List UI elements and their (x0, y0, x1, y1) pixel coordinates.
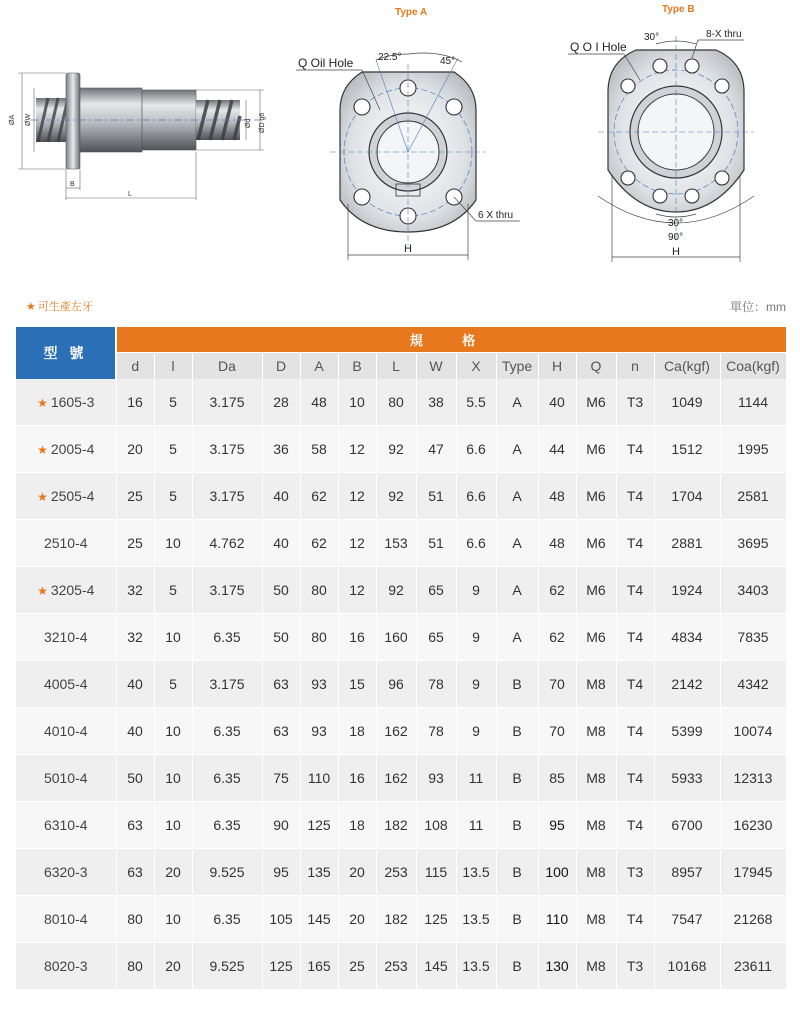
spec-cell: 16 (338, 614, 376, 661)
spec-cell: M8 (576, 896, 616, 943)
model-number: 5010-4 (43, 770, 88, 786)
type-b-h: H (672, 246, 680, 258)
spec-cell: 78 (416, 661, 456, 708)
spec-cell: 5399 (654, 708, 720, 755)
spec-cell: 1144 (720, 379, 786, 426)
spec-cell: 6.35 (192, 896, 262, 943)
model-cell (16, 708, 116, 755)
spec-cell: 182 (376, 802, 416, 849)
table-row (16, 755, 786, 802)
col-header: d (116, 353, 154, 380)
type-b-angle-bottom: 30° (668, 218, 684, 229)
model-number: 2505-4 (50, 488, 95, 504)
spec-cell: 13.5 (456, 943, 496, 990)
star-icon: ★ (26, 301, 36, 313)
spec-cell: M8 (576, 802, 616, 849)
model-number: 3210-4 (43, 629, 88, 645)
col-header: D (262, 353, 300, 380)
spec-cell: 92 (376, 473, 416, 520)
spec-cell: 48 (300, 379, 338, 426)
spec-cell: 130 (538, 943, 576, 990)
spec-cell: 16 (116, 379, 154, 426)
dim-d-small: Ød (245, 118, 252, 128)
spec-cell: 10 (338, 379, 376, 426)
col-header: W (416, 353, 456, 380)
spec-cell: M6 (576, 520, 616, 567)
spec-cell: 10 (154, 802, 192, 849)
spec-cell: 6.35 (192, 708, 262, 755)
spec-cell: 16230 (720, 802, 786, 849)
spec-cell: 80 (300, 567, 338, 614)
spec-cell: 3.175 (192, 661, 262, 708)
model-number: 2005-4 (50, 441, 95, 457)
spec-cell: T4 (616, 896, 654, 943)
spec-cell: 3403 (720, 567, 786, 614)
spec-cell: 1995 (720, 426, 786, 473)
star-icon: ★ (37, 584, 48, 598)
spec-cell: 105 (262, 896, 300, 943)
spec-cell: 36 (262, 426, 300, 473)
spec-cell: 93 (300, 661, 338, 708)
spec-cell: 62 (538, 614, 576, 661)
table-row (16, 379, 786, 426)
spec-table-body (16, 379, 786, 990)
star-icon: ★ (37, 443, 48, 457)
spec-cell: 12 (338, 567, 376, 614)
spec-cell: 3.175 (192, 567, 262, 614)
spec-cell: 58 (300, 426, 338, 473)
spec-cell: 6.35 (192, 614, 262, 661)
type-b-label: Type B (662, 4, 695, 15)
spec-cell: 40 (538, 379, 576, 426)
spec-cell: 10 (154, 896, 192, 943)
spec-cell: 6.35 (192, 755, 262, 802)
spec-cell: M6 (576, 379, 616, 426)
spec-cell: 65 (416, 614, 456, 661)
col-header: Da (192, 353, 262, 380)
spec-cell: 9.525 (192, 849, 262, 896)
model-number: 4010-4 (43, 723, 88, 739)
table-row (16, 849, 786, 896)
table-row (16, 708, 786, 755)
spec-cell: 92 (376, 567, 416, 614)
spec-cell: 4.762 (192, 520, 262, 567)
spec-cell: 1049 (654, 379, 720, 426)
type-b-angle-top: 30° (644, 32, 660, 43)
spec-cell: 5933 (654, 755, 720, 802)
dim-w: ØW (25, 113, 32, 126)
spec-cell: A (496, 379, 538, 426)
table-row (16, 473, 786, 520)
spec-cell: B (496, 755, 538, 802)
column-header-row (16, 353, 786, 380)
spec-cell: 162 (376, 755, 416, 802)
type-a-drawing (296, 52, 520, 260)
model-number: 1605-3 (50, 394, 95, 410)
type-b-oil-hole: Q O I Hole (570, 40, 627, 54)
spec-cell: T3 (616, 379, 654, 426)
type-a-angle-45: 45° (440, 56, 456, 67)
model-cell (16, 473, 116, 520)
spec-cell: 100 (538, 849, 576, 896)
spec-cell: 13.5 (456, 896, 496, 943)
table-row (16, 661, 786, 708)
spec-cell: 40 (262, 473, 300, 520)
spec-cell: 110 (538, 896, 576, 943)
spec-cell: 48 (538, 520, 576, 567)
spec-cell: 85 (538, 755, 576, 802)
spec-cell: 2142 (654, 661, 720, 708)
spec-cell: 125 (262, 943, 300, 990)
table-row (16, 896, 786, 943)
spec-cell: 10 (154, 520, 192, 567)
type-a-thru: 6 X thru (478, 210, 514, 221)
spec-cell: M8 (576, 943, 616, 990)
type-a-h: H (404, 243, 412, 255)
type-a-oil-hole: Q Oil Hole (298, 56, 354, 70)
col-header: L (376, 353, 416, 380)
table-row (16, 943, 786, 990)
model-number: 6320-3 (43, 864, 88, 880)
spec-cell: A (496, 567, 538, 614)
spec-cell: 7547 (654, 896, 720, 943)
spec-cell: 10168 (654, 943, 720, 990)
spec-cell: 5 (154, 661, 192, 708)
spec-cell: 160 (376, 614, 416, 661)
spec-cell: 25 (338, 943, 376, 990)
spec-cell: 95 (538, 802, 576, 849)
model-cell (16, 755, 116, 802)
spec-cell: 40 (262, 520, 300, 567)
spec-cell: 2581 (720, 473, 786, 520)
spec-cell: 1512 (654, 426, 720, 473)
spec-cell: 8957 (654, 849, 720, 896)
model-cell (16, 520, 116, 567)
spec-cell: 25 (116, 520, 154, 567)
spec-cell: 6.6 (456, 473, 496, 520)
spec-cell: 95 (262, 849, 300, 896)
spec-cell: 63 (262, 708, 300, 755)
spec-cell: 153 (376, 520, 416, 567)
spec-cell: 75 (262, 755, 300, 802)
spec-cell: 16 (338, 755, 376, 802)
spec-cell: 6.6 (456, 426, 496, 473)
model-cell (16, 379, 116, 426)
spec-cell: M6 (576, 567, 616, 614)
spec-cell: 62 (300, 520, 338, 567)
spec-cell: 62 (538, 567, 576, 614)
spec-cell: 18 (338, 802, 376, 849)
spec-cell: 20 (154, 943, 192, 990)
col-header: Type (496, 353, 538, 380)
dim-b: B (70, 181, 75, 188)
spec-cell: 6.35 (192, 802, 262, 849)
spec-cell: 108 (416, 802, 456, 849)
side-view-drawing (9, 73, 266, 200)
spec-cell: 2881 (654, 520, 720, 567)
spec-cell: 62 (300, 473, 338, 520)
spec-cell: 6.6 (456, 520, 496, 567)
spec-cell: 63 (262, 661, 300, 708)
spec-cell: T4 (616, 755, 654, 802)
spec-cell: 18 (338, 708, 376, 755)
col-header: l (154, 353, 192, 380)
spec-cell: B (496, 708, 538, 755)
dim-l: L (128, 191, 132, 198)
spec-cell: 17945 (720, 849, 786, 896)
col-header: A (300, 353, 338, 380)
spec-cell: 253 (376, 849, 416, 896)
type-b-angle-90: 90° (668, 232, 684, 243)
model-number: 3205-4 (50, 582, 95, 598)
spec-cell: M8 (576, 708, 616, 755)
spec-cell: 23611 (720, 943, 786, 990)
spec-cell: 40 (116, 661, 154, 708)
spec-cell: 32 (116, 567, 154, 614)
spec-cell: 4342 (720, 661, 786, 708)
spec-cell: 10074 (720, 708, 786, 755)
spec-cell: 5.5 (456, 379, 496, 426)
spec-cell: 1704 (654, 473, 720, 520)
col-header: Coa(kgf) (720, 353, 786, 380)
spec-cell: 50 (116, 755, 154, 802)
spec-cell: M6 (576, 614, 616, 661)
spec-cell: T4 (616, 567, 654, 614)
spec-cell: 5 (154, 379, 192, 426)
spec-cell: 165 (300, 943, 338, 990)
spec-cell: 93 (416, 755, 456, 802)
spec-cell: 5 (154, 567, 192, 614)
spec-cell: T4 (616, 708, 654, 755)
spec-cell: B (496, 661, 538, 708)
spec-cell: 10 (154, 755, 192, 802)
spec-cell: 20 (338, 896, 376, 943)
note-text: 可生產左牙 (37, 301, 93, 313)
model-cell (16, 896, 116, 943)
col-header: Q (576, 353, 616, 380)
spec-header: 規 格 (116, 327, 786, 353)
type-b-thru: 8-X thru (706, 29, 742, 40)
spec-cell: 20 (338, 849, 376, 896)
spec-cell: 51 (416, 520, 456, 567)
spec-cell: 3695 (720, 520, 786, 567)
spec-cell: 6700 (654, 802, 720, 849)
spec-cell: 38 (416, 379, 456, 426)
spec-cell: 10 (154, 708, 192, 755)
model-cell (16, 614, 116, 661)
spec-cell: 51 (416, 473, 456, 520)
spec-cell: B (496, 849, 538, 896)
spec-cell: T4 (616, 520, 654, 567)
spec-cell: 25 (116, 473, 154, 520)
spec-cell: 40 (116, 708, 154, 755)
table-row (16, 802, 786, 849)
spec-cell: 135 (300, 849, 338, 896)
spec-cell: 80 (116, 943, 154, 990)
spec-cell: 115 (416, 849, 456, 896)
spec-cell: 110 (300, 755, 338, 802)
spec-cell: 80 (300, 614, 338, 661)
model-number: 8010-4 (43, 911, 88, 927)
spec-cell: M6 (576, 473, 616, 520)
model-header: 型 號 (16, 327, 116, 379)
spec-cell: 20 (116, 426, 154, 473)
spec-cell: B (496, 943, 538, 990)
unit-label: 單位：mm (730, 300, 786, 314)
spec-cell: 11 (456, 755, 496, 802)
spec-cell: 125 (300, 802, 338, 849)
spec-cell: 15 (338, 661, 376, 708)
model-cell (16, 849, 116, 896)
spec-cell: 92 (376, 426, 416, 473)
spec-cell: T4 (616, 426, 654, 473)
table-row (16, 520, 786, 567)
table-row (16, 614, 786, 661)
col-header: n (616, 353, 654, 380)
spec-cell: B (496, 896, 538, 943)
spec-cell: 182 (376, 896, 416, 943)
spec-cell: 28 (262, 379, 300, 426)
spec-cell: 65 (416, 567, 456, 614)
spec-cell: 9 (456, 567, 496, 614)
table-row (16, 426, 786, 473)
spec-cell: 80 (116, 896, 154, 943)
type-a-angle-22: 22.5° (378, 52, 402, 63)
model-cell (16, 802, 116, 849)
spec-cell: 7835 (720, 614, 786, 661)
spec-cell: 1924 (654, 567, 720, 614)
spec-cell: 12 (338, 426, 376, 473)
spec-cell: T4 (616, 614, 654, 661)
dim-d-g6: ØD g6 (259, 112, 266, 133)
spec-cell: T3 (616, 943, 654, 990)
model-cell (16, 426, 116, 473)
spec-cell: 20 (154, 849, 192, 896)
spec-cell: 32 (116, 614, 154, 661)
left-thread-note (26, 298, 93, 314)
model-number: 4005-4 (43, 676, 88, 692)
col-header: Ca(kgf) (654, 353, 720, 380)
type-a-label: Type A (395, 7, 428, 18)
spec-cell: T4 (616, 473, 654, 520)
spec-cell: 50 (262, 614, 300, 661)
spec-cell: 63 (116, 849, 154, 896)
col-header: B (338, 353, 376, 380)
spec-cell: 9.525 (192, 943, 262, 990)
spec-cell: 10 (154, 614, 192, 661)
spec-cell: 80 (376, 379, 416, 426)
spec-cell: 44 (538, 426, 576, 473)
spec-cell: 9 (456, 661, 496, 708)
spec-cell: 5 (154, 426, 192, 473)
spec-cell: A (496, 614, 538, 661)
spec-cell: 48 (538, 473, 576, 520)
model-cell (16, 661, 116, 708)
spec-cell: M6 (576, 426, 616, 473)
spec-cell: 9 (456, 708, 496, 755)
spec-cell: 93 (300, 708, 338, 755)
spec-cell: 9 (456, 614, 496, 661)
spec-cell: A (496, 520, 538, 567)
spec-cell: 162 (376, 708, 416, 755)
spec-cell: B (496, 802, 538, 849)
spec-cell: 125 (416, 896, 456, 943)
spec-cell: 12 (338, 520, 376, 567)
spec-cell: A (496, 426, 538, 473)
spec-cell: 70 (538, 708, 576, 755)
type-b-drawing (568, 29, 754, 262)
model-number: 2510-4 (43, 535, 88, 551)
spec-cell: M8 (576, 661, 616, 708)
spec-cell: 253 (376, 943, 416, 990)
col-header: H (538, 353, 576, 380)
spec-cell: T3 (616, 849, 654, 896)
spec-cell: 21268 (720, 896, 786, 943)
spec-cell: 13.5 (456, 849, 496, 896)
spec-cell: A (496, 473, 538, 520)
spec-cell: T4 (616, 802, 654, 849)
spec-cell: 90 (262, 802, 300, 849)
spec-cell: 11 (456, 802, 496, 849)
spec-cell: 70 (538, 661, 576, 708)
table-row (16, 567, 786, 614)
model-number: 8020-3 (43, 958, 88, 974)
model-number: 6310-4 (43, 817, 88, 833)
star-icon: ★ (37, 396, 48, 410)
dim-da: ØA (9, 114, 16, 125)
spec-cell: 63 (116, 802, 154, 849)
spec-cell: M8 (576, 849, 616, 896)
spec-cell: 3.175 (192, 379, 262, 426)
spec-table (16, 327, 787, 990)
spec-cell: 47 (416, 426, 456, 473)
spec-cell: 5 (154, 473, 192, 520)
spec-cell: M8 (576, 755, 616, 802)
spec-cell: 3.175 (192, 473, 262, 520)
spec-cell: 145 (300, 896, 338, 943)
model-cell (16, 943, 116, 990)
model-cell (16, 567, 116, 614)
spec-cell: 12 (338, 473, 376, 520)
spec-cell: 78 (416, 708, 456, 755)
star-icon: ★ (37, 490, 48, 504)
spec-cell: 3.175 (192, 426, 262, 473)
spec-cell: 12313 (720, 755, 786, 802)
spec-cell: 50 (262, 567, 300, 614)
spec-cell: T4 (616, 661, 654, 708)
spec-cell: 145 (416, 943, 456, 990)
spec-cell: 4834 (654, 614, 720, 661)
technical-drawings (0, 0, 800, 290)
spec-cell: 96 (376, 661, 416, 708)
col-header: X (456, 353, 496, 380)
